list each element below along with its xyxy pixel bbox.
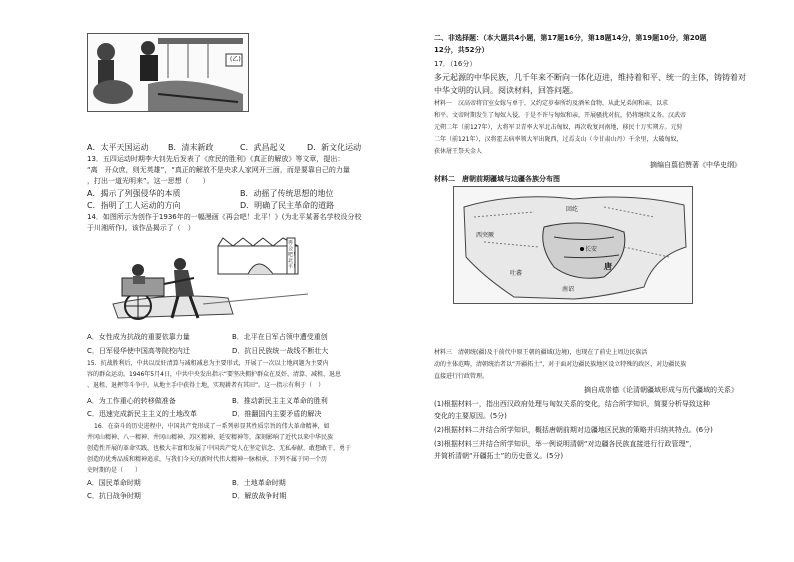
q16-stem-line3: 创造性开展的革命实践，也极大丰富和发展了中国共产党人在坚定信念、无私奉献、敢想敢干、勇于 — [87, 445, 352, 452]
map-label-uighur: 回纥 — [566, 206, 579, 213]
map-label-nanzhao: 南诏 — [562, 286, 575, 293]
q16-option-c: C．抗日战争时期 — [87, 492, 141, 500]
q15-stem-line2: 容的群众运动。1946年5月4日，中共中央发出指示“要坚决拥护群众在反奸、清算、减租、退息 — [87, 371, 342, 378]
q12-option-a: A．太平天国运动 — [87, 143, 149, 152]
material1-line3: 元朔二年（前127年），大将军卫青率大军北击匈奴，再次收复河南地，移民十万实朔方。元狩 — [434, 124, 683, 131]
map-label-changan: 长安 — [585, 246, 598, 253]
q13-option-c: C．指明了工人运动的方向 — [87, 201, 181, 210]
q15-option-b: B．推动新民主主义革命的胜利 — [232, 397, 328, 405]
q16-stem-line4: 创造的优秀品质和精神追求，与我们今天的新时代伟大精神一脉相承，下列不属于同一个历 — [87, 456, 328, 463]
material3-source: 摘自成崇德《论清朝疆域形成与历代疆域的关系》 — [584, 386, 738, 394]
q14-option-c: C．日军侵华使中国高等院校内迁 — [87, 347, 190, 355]
q14-option-d: D．抗日民族统一战线不断壮大 — [232, 347, 329, 355]
q13-stem-line2: “离 开众庶，则无英雄”，“真正的解放不是央求人家网开三面，而是要靠自己的力量 — [87, 166, 350, 174]
q12-figure — [87, 33, 249, 112]
q12-option-d: D．新文化运动 — [307, 143, 362, 152]
material1-line2: 和平。文帝时期发生了匈奴入侵，于是不许与匈奴和亲，开展骚扰对抗，仍将继续义务。汉武帝 — [434, 112, 687, 119]
q13-option-a: A．揭示了列强侵华的本质 — [87, 189, 181, 198]
q15-option-c: C．迅速完成新民主主义的土地改革 — [87, 410, 197, 418]
q17-intro-line2: 中华文明的认同。阅读材料，回答问题。 — [434, 86, 578, 95]
q16-option-a: A．国民革命时期 — [87, 479, 141, 487]
q15-stem-line1: 15．抗战胜利后，中共以反奸清算与减租减息为主要形式，开展了一次以土地问题为主要内 — [87, 360, 329, 367]
q17-number: 17．（16分） — [434, 60, 477, 68]
material3-line3: 直接进行行政管理。 — [434, 373, 489, 380]
q14-cartoon-drawing — [108, 234, 308, 322]
map-label-tibet: 吐蕃 — [510, 270, 523, 277]
q14-stem-line2: 于川湘所作)。该作品揭示了（ ） — [87, 224, 195, 232]
material1-line1: 材料一 汉高帝将宫室女嫁与单于，又约定岁奉所约及酒米食物，从此兄弟间和亲，以求 — [434, 100, 669, 107]
q16-option-d: D．解放战争时期 — [232, 492, 287, 500]
q14-stem-line1: 14．如图所示为创作于1936年的一幅漫画《再会吧！北平！》(为北平某著名学校设分校 — [87, 213, 362, 221]
q12-option-c: C．武昌起义 — [240, 143, 286, 152]
q15-stem-line3: 、退租、退押等斗争中，从地主手中获得土地，实现耕者有其田”。这一指示有利于（ ） — [87, 382, 325, 389]
q16-stem-line1: 16．在奋斗的历史进程中，中国共产党形成了一系列彰显其性质宗旨的伟大革命精神，如 — [94, 423, 330, 430]
q12-figure-drawing — [88, 34, 248, 111]
q14-option-b: B．北平在日军占领中遭受重创 — [232, 333, 328, 341]
q13-stem-line1: 13．五四运动时期李大钊先后发表了《庶民的胜利》《真正的解放》等文章，提出： — [87, 155, 345, 163]
question17-2: (2)根据材料二并结合所学知识，概括唐朝前期对边疆地区民族的策略并归纳其特点。(6分) — [434, 426, 713, 434]
q14-option-a: A．女性成为抗战的重要依靠力量 — [87, 333, 190, 341]
q16-stem-line5: 史时期的是（ ） — [87, 467, 142, 474]
section-header: 二、非选择题：（本大题共4小题，第17题16分，第18题14分，第19题10分，第20题 — [434, 34, 707, 42]
q13-stem-line3: ，打出一道光明来”。这一思想（ ） — [87, 177, 210, 185]
material1-source: 摘编自翦伯赞著《中华史纲》 — [650, 161, 741, 169]
q12-option-b: B．清末新政 — [168, 143, 214, 152]
q13-option-d: D．明确了民主革命的道路 — [240, 201, 335, 210]
map-label-tang: 唐 — [604, 262, 612, 271]
section-header-line2: 12分，共52分） — [434, 46, 489, 54]
material3-line2: 动的主体范畴，清朝统治者以“开疆拓土”，对于面对边疆民族地区设立特殊的政区，对边疆民族 — [434, 361, 687, 368]
q16-option-b: B．土地革命时期 — [232, 479, 286, 487]
material3-line1: 材料三 清朝统(疆)及于前代中原王朝的疆域(边境)，也现在了前史上周边民族活 — [434, 349, 648, 356]
map-label-west-turks: 西突厥 — [476, 232, 495, 239]
q15-option-a: A．为工作重心的转移做准备 — [87, 397, 176, 405]
tang-map — [453, 186, 693, 304]
question17-3-line1: (3)根据材料三并结合所学知识，举一例说明清朝“对边疆各民族直接进行行政管理”， — [434, 440, 697, 448]
q15-option-d: D．推翻国内主要矛盾的解决 — [232, 410, 322, 418]
q14-cartoon — [108, 234, 308, 322]
material1-line4: 二年（前121年），汉将霍去病率领大军出陇西，过焉支山（今甘肃山丹）千余里，大破匈奴， — [434, 136, 683, 143]
q14-cartoon-sign: 再会吧！北平！ — [288, 240, 299, 270]
q17-intro-line1: 多元起源的中华民族，几千年来不断向一体化迈进，维持着和平、统一的主体，铸铸着对 — [434, 73, 746, 82]
material1-line5: 获休屠王祭天金人 — [434, 148, 483, 155]
q13-option-b: B．动摇了传统思想的地位 — [240, 189, 334, 198]
question17-3-line2: 并简析清朝“开疆拓土”的历史意义。(5分) — [434, 452, 564, 460]
q16-stem-line2: 井冈山精神、八一精神、井冈山精神、苏区精神、延安精神等，深刻影响了近代以来中华民族 — [87, 434, 334, 441]
question17-1-line2: 变化的主要原因。(5分) — [434, 412, 507, 420]
material2-title: 材料二 唐朝前期疆域与边疆各族分布图 — [434, 175, 560, 183]
q12-figure-tag: (乙) — [230, 56, 241, 63]
question17-1-line1: (1)根据材料一，指出西汉政府处理与匈奴关系的变化，结合所学知识，简要分析导致这种 — [434, 400, 710, 408]
